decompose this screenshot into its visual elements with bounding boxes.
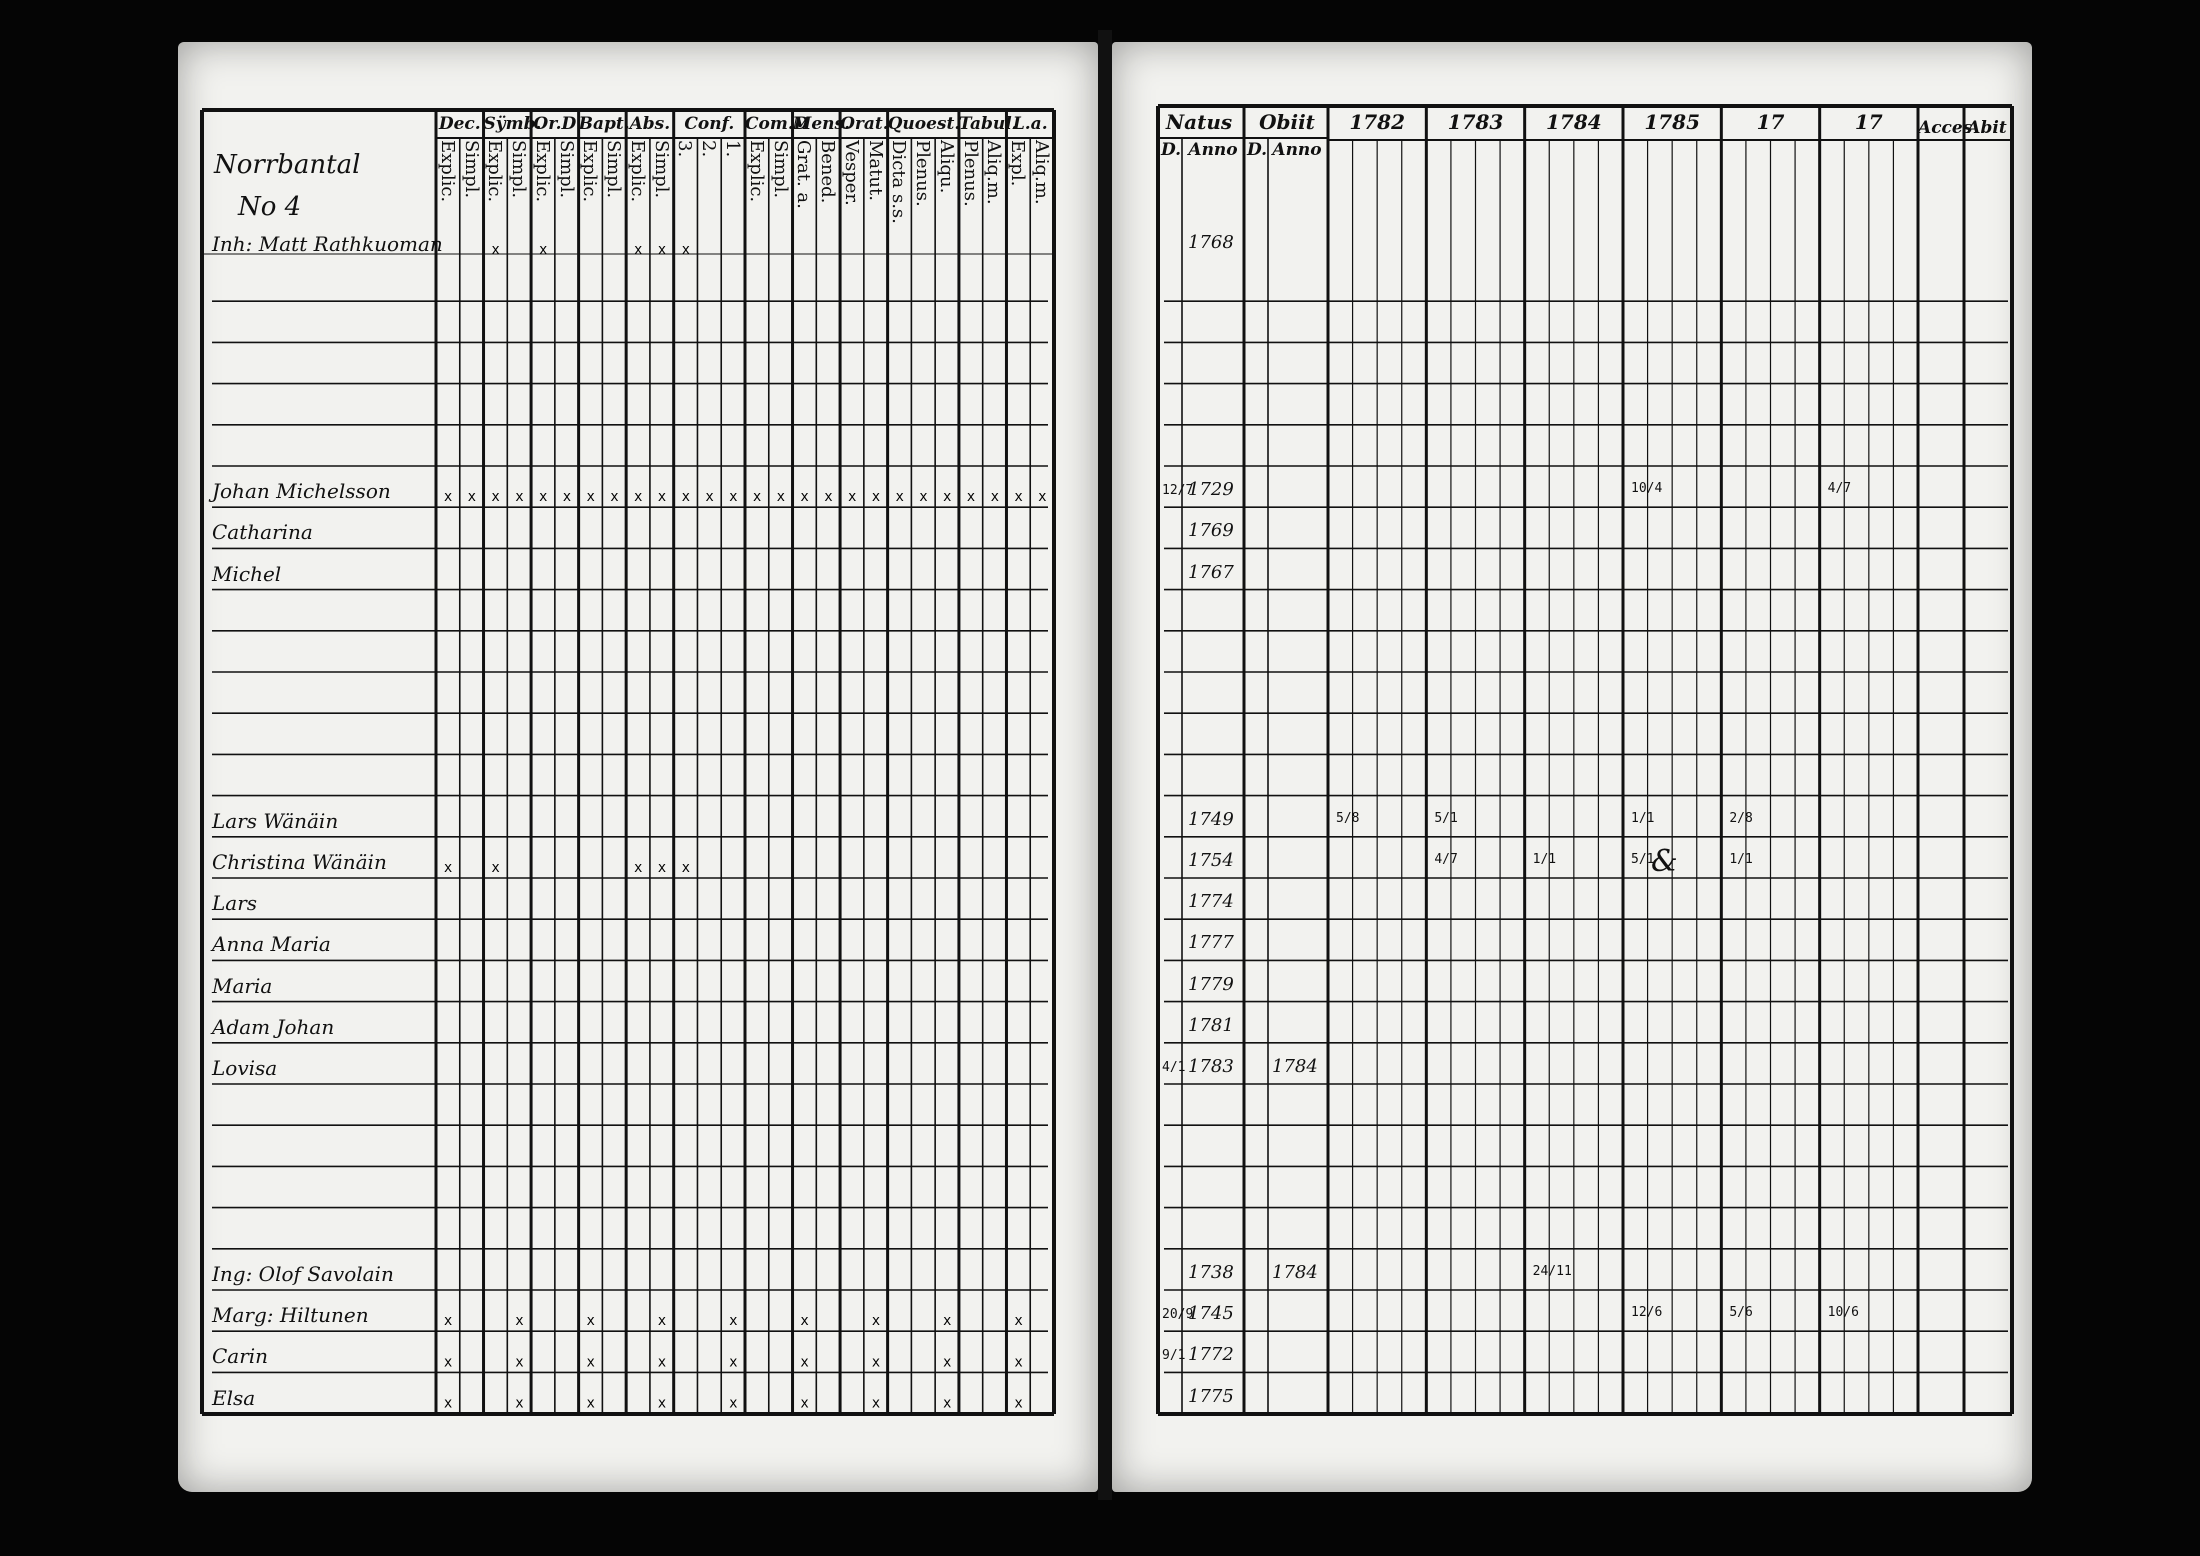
person-name: Ing: Olof Savolain bbox=[212, 1262, 394, 1286]
person-name: Johan Michelsson bbox=[212, 479, 391, 504]
obiit-anno-header: Anno bbox=[1272, 140, 1322, 160]
check-mark: x bbox=[1014, 489, 1023, 506]
birth-year: 1781 bbox=[1188, 1014, 1234, 1036]
column-header: L.a. bbox=[1012, 114, 1048, 134]
year-header: 1783 bbox=[1447, 110, 1504, 134]
check-mark: x bbox=[871, 1354, 881, 1371]
death-year: 1784 bbox=[1272, 1262, 1318, 1283]
exam-mark: 10/6 bbox=[1827, 1305, 1859, 1321]
check-mark: x bbox=[1014, 1313, 1023, 1330]
exam-mark: 1/1 bbox=[1729, 852, 1753, 867]
right-page bbox=[1112, 42, 2032, 1492]
column-subheader: 3. bbox=[674, 140, 696, 158]
check-mark: x bbox=[919, 489, 928, 506]
birth-year: 1772 bbox=[1188, 1344, 1234, 1366]
check-mark: x bbox=[657, 1313, 667, 1330]
check-mark: x bbox=[443, 1313, 453, 1330]
check-mark: x bbox=[586, 1395, 595, 1412]
birth-year: 1775 bbox=[1188, 1385, 1234, 1407]
column-subheader: Plenus. bbox=[912, 140, 934, 207]
birth-year: 1779 bbox=[1188, 973, 1234, 995]
check-mark: x bbox=[895, 489, 904, 506]
check-mark: x bbox=[443, 1354, 453, 1371]
check-mark: x bbox=[681, 489, 691, 506]
year-header: 17 bbox=[1854, 110, 1883, 134]
column-header: Mens. bbox=[792, 114, 851, 134]
exam-mark: 5/1 bbox=[1434, 810, 1458, 826]
check-mark: x bbox=[1014, 1395, 1023, 1412]
check-mark: x bbox=[586, 1313, 595, 1330]
ampersand-mark: & bbox=[1651, 844, 1678, 879]
check-mark: x bbox=[966, 489, 976, 506]
column-subheader: Matut. bbox=[864, 140, 886, 201]
check-mark: x bbox=[657, 860, 667, 876]
column-subheader: Explic. bbox=[531, 140, 553, 203]
check-mark: x bbox=[515, 489, 524, 506]
check-mark: x bbox=[657, 489, 667, 506]
column-subheader: Simpl. bbox=[460, 140, 482, 199]
check-mark: x bbox=[871, 1395, 881, 1412]
birth-year: 1783 bbox=[1188, 1056, 1234, 1077]
check-mark: x bbox=[634, 489, 643, 506]
column-subheader: Plenus. bbox=[959, 140, 981, 207]
person-name: Elsa bbox=[212, 1385, 256, 1410]
check-mark: x bbox=[943, 1313, 952, 1330]
year-header: 17 bbox=[1756, 110, 1785, 134]
exam-mark: 4/7 bbox=[1434, 852, 1458, 867]
check-mark: x bbox=[1038, 489, 1047, 506]
birth-day: 12/7 bbox=[1162, 483, 1194, 499]
check-mark: x bbox=[562, 489, 572, 506]
birth-year: 1768 bbox=[1188, 232, 1234, 253]
birth-year: 1738 bbox=[1188, 1262, 1234, 1283]
column-subheader: Expl. bbox=[1007, 140, 1029, 187]
check-mark: x bbox=[634, 860, 643, 876]
check-mark: x bbox=[657, 242, 667, 258]
year-header: 1785 bbox=[1644, 110, 1700, 134]
column-header: Quoest. bbox=[887, 114, 961, 134]
column-header: Or.D bbox=[533, 114, 577, 134]
column-header: Bapt. bbox=[578, 114, 630, 134]
column-header: Dec. bbox=[438, 114, 481, 134]
heading-line-1: Norrbantal bbox=[214, 150, 361, 180]
check-mark: x bbox=[729, 1354, 738, 1371]
person-name: Maria bbox=[212, 973, 273, 998]
check-mark: x bbox=[586, 1354, 595, 1371]
exam-mark: 5/6 bbox=[1729, 1305, 1753, 1321]
column-subheader: Vesper. bbox=[840, 140, 862, 206]
person-name: Inh: Matt Rathkuoman bbox=[212, 232, 443, 256]
check-mark: x bbox=[610, 489, 619, 506]
check-mark: x bbox=[943, 489, 952, 506]
column-subheader: Simpl. bbox=[769, 140, 791, 199]
exam-mark: 4/7 bbox=[1827, 481, 1852, 497]
check-mark: x bbox=[657, 1354, 667, 1371]
left-page bbox=[178, 42, 1098, 1492]
exam-mark: 12/6 bbox=[1631, 1305, 1663, 1321]
book-gutter bbox=[1098, 30, 1112, 1500]
obiit-day-header: D. bbox=[1246, 140, 1268, 160]
column-header: Sÿmb. bbox=[483, 114, 542, 134]
column-subheader: Simpl. bbox=[603, 140, 625, 199]
year-header: 1784 bbox=[1545, 110, 1602, 134]
check-mark: x bbox=[515, 1313, 524, 1330]
check-mark: x bbox=[443, 489, 453, 506]
natus-header: Natus bbox=[1165, 110, 1233, 134]
exam-mark: 5/8 bbox=[1336, 810, 1360, 826]
birth-year: 1745 bbox=[1188, 1303, 1234, 1325]
check-mark: x bbox=[800, 1354, 809, 1371]
exam-mark: 24/11 bbox=[1532, 1264, 1572, 1279]
column-header: Com.D bbox=[745, 114, 809, 134]
column-subheader: Explic. bbox=[579, 140, 601, 203]
column-subheader: Aliq.m. bbox=[1031, 140, 1052, 205]
check-mark: x bbox=[729, 1313, 738, 1330]
natus-anno-header: Anno bbox=[1188, 140, 1238, 160]
person-name: Catharina bbox=[212, 520, 313, 545]
column-subheader: Simpl. bbox=[555, 140, 577, 199]
year-header: 1782 bbox=[1349, 110, 1405, 134]
check-mark: x bbox=[824, 489, 833, 506]
birth-year: 1769 bbox=[1188, 520, 1234, 542]
birth-year: 1777 bbox=[1188, 932, 1234, 954]
check-mark: x bbox=[705, 489, 714, 506]
check-mark: x bbox=[729, 489, 738, 506]
check-mark: x bbox=[800, 1313, 809, 1330]
birth-day: 20/9 bbox=[1162, 1307, 1194, 1323]
check-mark: x bbox=[800, 489, 809, 506]
column-header: Tabul. bbox=[958, 114, 1018, 134]
person-name: Lovisa bbox=[212, 1056, 278, 1080]
column-subheader: 1. bbox=[722, 140, 743, 158]
check-mark: x bbox=[752, 489, 762, 506]
exam-mark: 10/4 bbox=[1631, 481, 1663, 497]
check-mark: x bbox=[657, 1395, 667, 1412]
check-mark: x bbox=[491, 242, 500, 258]
check-mark: x bbox=[443, 1395, 453, 1412]
person-name: Marg: Hiltunen bbox=[212, 1303, 369, 1328]
birth-year: 1754 bbox=[1188, 850, 1234, 871]
natus-day-header: D. bbox=[1160, 140, 1182, 160]
check-mark: x bbox=[538, 489, 548, 506]
column-subheader: Aliqu. bbox=[935, 140, 957, 194]
column-subheader: Explic. bbox=[484, 140, 506, 203]
check-mark: x bbox=[990, 489, 1000, 506]
column-subheader: Explic. bbox=[745, 140, 767, 203]
birth-day: 9/1 bbox=[1162, 1348, 1186, 1364]
column-subheader: Explic. bbox=[436, 140, 458, 203]
check-mark: x bbox=[491, 489, 500, 506]
column-subheader: Explic. bbox=[626, 140, 648, 203]
abiit-header: Abit bbox=[1967, 118, 2007, 138]
exam-mark: 1/1 bbox=[1631, 810, 1655, 826]
column-subheader: 2. bbox=[698, 140, 720, 158]
check-mark: x bbox=[515, 1354, 524, 1371]
check-mark: x bbox=[776, 489, 786, 506]
check-mark: x bbox=[491, 860, 500, 876]
check-mark: x bbox=[681, 242, 691, 258]
person-name: Carin bbox=[212, 1344, 269, 1369]
column-subheader: Bened. bbox=[817, 140, 839, 204]
birth-day: 4/1 bbox=[1162, 1060, 1186, 1075]
check-mark: x bbox=[515, 1395, 524, 1412]
check-mark: x bbox=[871, 1313, 881, 1330]
birth-year: 1729 bbox=[1188, 479, 1234, 501]
heading-line-2: No 4 bbox=[238, 192, 302, 222]
check-mark: x bbox=[847, 489, 857, 506]
column-header: Abs. bbox=[629, 114, 671, 134]
exam-mark: 1/1 bbox=[1532, 852, 1557, 867]
check-mark: x bbox=[586, 489, 595, 506]
check-mark: x bbox=[871, 489, 881, 506]
check-mark: x bbox=[681, 860, 691, 876]
death-year: 1784 bbox=[1272, 1056, 1318, 1077]
column-subheader: Simpl. bbox=[508, 140, 530, 199]
check-mark: x bbox=[443, 860, 453, 876]
accessit-header: Acces bbox=[1918, 118, 1973, 138]
exam-mark: 5/1 bbox=[1631, 852, 1655, 867]
check-mark: x bbox=[634, 242, 643, 258]
column-header: Conf. bbox=[684, 114, 735, 134]
column-header: Orat. bbox=[840, 114, 889, 134]
person-name: Michel bbox=[212, 561, 282, 586]
check-mark: x bbox=[943, 1354, 952, 1371]
check-mark: x bbox=[800, 1395, 809, 1412]
check-mark: x bbox=[467, 489, 477, 506]
birth-year: 1767 bbox=[1188, 561, 1234, 583]
column-subheader: Grat. a. bbox=[793, 140, 815, 209]
column-subheader: Simpl. bbox=[650, 140, 672, 199]
person-name: Lars Wänäin bbox=[212, 808, 339, 833]
birth-year: 1774 bbox=[1188, 891, 1234, 913]
person-name: Adam Johan bbox=[212, 1014, 335, 1039]
check-mark: x bbox=[1014, 1354, 1023, 1371]
right-grid bbox=[1112, 42, 2032, 1492]
obiit-header: Obiit bbox=[1259, 110, 1315, 134]
person-name: Lars bbox=[212, 891, 258, 916]
person-name: Anna Maria bbox=[212, 932, 331, 957]
column-subheader: Aliq.m. bbox=[983, 140, 1005, 205]
person-name: Christina Wänäin bbox=[212, 850, 387, 874]
check-mark: x bbox=[729, 1395, 738, 1412]
exam-mark: 2/8 bbox=[1729, 810, 1753, 826]
column-subheader: Dicta s.s. bbox=[888, 140, 910, 224]
check-mark: x bbox=[943, 1395, 952, 1412]
birth-year: 1749 bbox=[1188, 808, 1234, 830]
check-mark: x bbox=[538, 242, 548, 258]
